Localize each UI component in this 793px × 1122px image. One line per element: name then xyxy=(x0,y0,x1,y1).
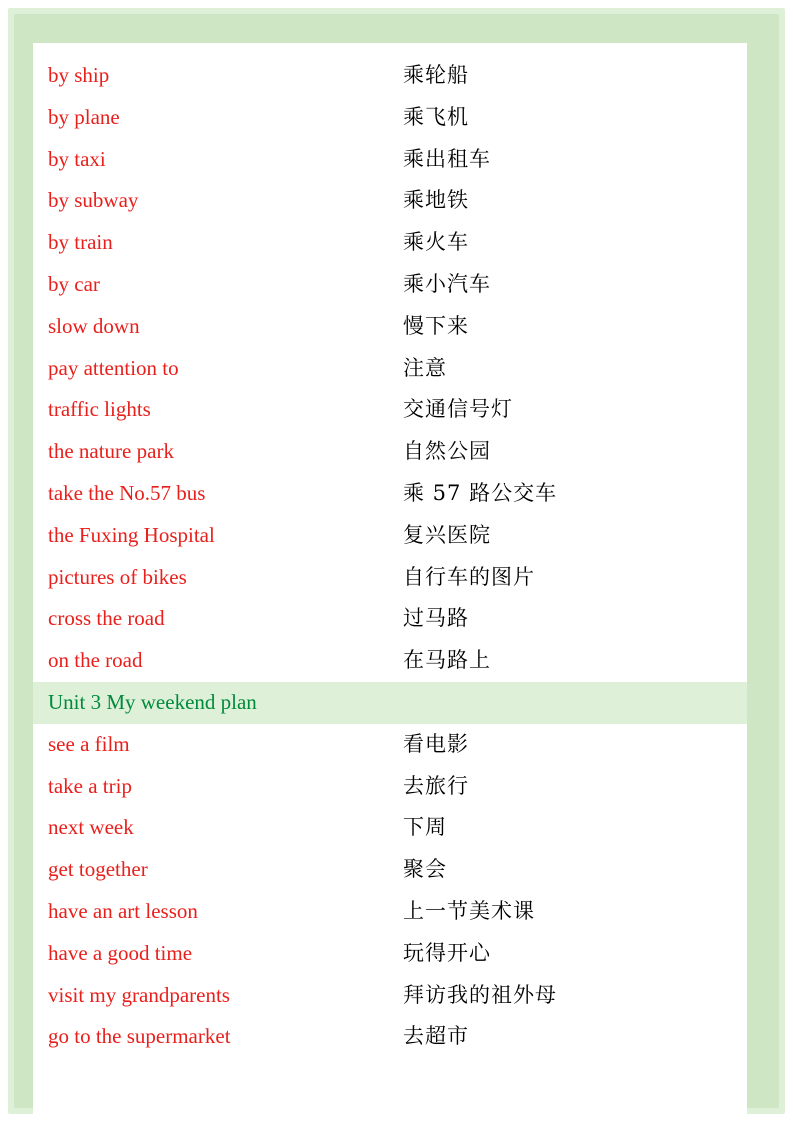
vocabulary-row xyxy=(33,222,747,264)
chinese-translation: 看电影 xyxy=(403,731,469,756)
chinese-translation: 去超市 xyxy=(403,1024,469,1049)
section-header xyxy=(33,682,747,724)
english-phrase: the Fuxing Hospital xyxy=(48,522,215,547)
english-phrase: have a good time xyxy=(48,940,193,965)
vocabulary-row xyxy=(33,975,747,1017)
chinese-translation: 慢下来 xyxy=(403,313,469,338)
vocabulary-row xyxy=(33,97,747,139)
vocabulary-row xyxy=(33,640,747,682)
vocabulary-row xyxy=(33,849,747,891)
vocabulary-row xyxy=(33,431,747,473)
english-phrase: next week xyxy=(48,815,134,840)
english-phrase: the nature park xyxy=(48,439,174,464)
chinese-translation: 下周 xyxy=(403,815,447,840)
english-phrase: by taxi xyxy=(48,146,106,171)
english-phrase: take a trip xyxy=(48,773,132,798)
vocabulary-row xyxy=(33,306,747,348)
english-phrase: by car xyxy=(48,271,100,296)
vocabulary-list xyxy=(33,43,747,1058)
english-phrase: get together xyxy=(48,857,148,882)
english-phrase: by train xyxy=(48,230,113,255)
vocabulary-row xyxy=(33,515,747,557)
english-phrase: by ship xyxy=(48,63,110,87)
vocabulary-row xyxy=(33,724,747,766)
english-phrase: by plane xyxy=(48,104,120,129)
chinese-translation: 注意 xyxy=(403,355,447,380)
vocabulary-row xyxy=(33,1016,747,1058)
english-phrase: by subway xyxy=(48,188,139,213)
chinese-translation: 乘地铁 xyxy=(403,188,469,213)
chinese-translation: 上一节美术课 xyxy=(403,898,535,923)
chinese-translation: 乘出租车 xyxy=(403,146,491,171)
chinese-translation: 拜访我的祖外母 xyxy=(403,982,557,1007)
vocabulary-row xyxy=(33,766,747,808)
chinese-translation: 乘飞机 xyxy=(403,104,469,129)
english-phrase: see a film xyxy=(48,731,130,756)
vocabulary-row xyxy=(33,598,747,640)
english-phrase: on the road xyxy=(48,648,143,673)
vocabulary-row xyxy=(33,807,747,849)
english-phrase: take the No.57 bus xyxy=(48,480,206,505)
chinese-translation: 自然公园 xyxy=(403,439,491,464)
vocabulary-row xyxy=(33,933,747,975)
chinese-translation: 复兴医院 xyxy=(403,522,491,547)
vocabulary-row xyxy=(33,891,747,933)
vocabulary-row xyxy=(33,180,747,222)
chinese-translation: 自行车的图片 xyxy=(403,564,535,589)
vocabulary-row xyxy=(33,348,747,390)
chinese-translation: 过马路 xyxy=(403,606,469,631)
chinese-translation: 在马路上 xyxy=(403,648,491,673)
english-phrase: pay attention to xyxy=(48,355,179,380)
document-sheet xyxy=(33,43,747,1122)
vocabulary-row xyxy=(33,264,747,306)
english-phrase: slow down xyxy=(48,313,140,338)
english-phrase: traffic lights xyxy=(48,397,151,422)
vocabulary-row xyxy=(33,473,747,515)
english-phrase: visit my grandparents xyxy=(48,982,230,1007)
vocabulary-row xyxy=(33,557,747,599)
vocabulary-row xyxy=(33,55,747,97)
english-phrase: pictures of bikes xyxy=(48,564,187,589)
vocabulary-row xyxy=(33,389,747,431)
english-phrase: go to the supermarket xyxy=(48,1024,231,1049)
vocabulary-row xyxy=(33,139,747,181)
section-header-title: Unit 3 My weekend plan xyxy=(48,690,257,715)
chinese-translation: 乘小汽车 xyxy=(403,271,491,296)
chinese-translation: 乘火车 xyxy=(403,230,469,255)
chinese-translation: 去旅行 xyxy=(403,773,469,798)
chinese-translation: 乘 57 路公交车 xyxy=(403,480,558,505)
chinese-translation: 聚会 xyxy=(403,857,447,882)
chinese-translation: 玩得开心 xyxy=(403,940,491,965)
chinese-translation: 乘轮船 xyxy=(403,63,469,87)
english-phrase: have an art lesson xyxy=(48,898,198,923)
chinese-translation: 交通信号灯 xyxy=(403,397,513,422)
english-phrase: cross the road xyxy=(48,606,165,631)
